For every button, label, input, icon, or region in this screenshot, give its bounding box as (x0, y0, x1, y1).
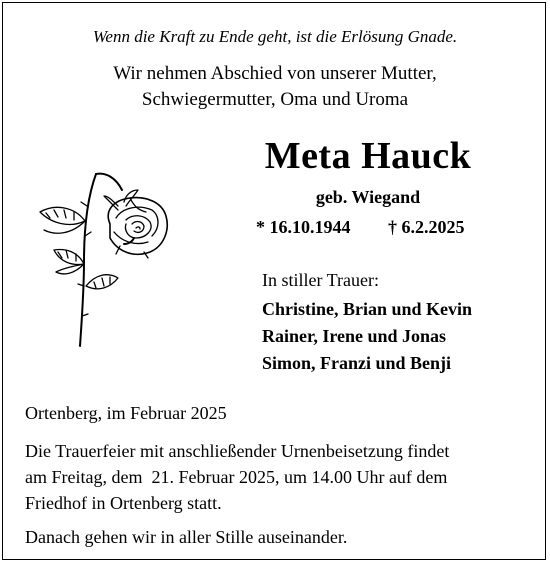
closing-text: Danach gehen wir in aller Stille auseinander. (25, 527, 348, 547)
mourner-family: Christine, Brian und Kevin (262, 299, 473, 319)
service-info (25, 438, 449, 516)
death-date: † 6.2.2025 (388, 217, 465, 237)
rose-icon (34, 166, 174, 356)
place-date: Ortenberg, im Februar 2025 (25, 403, 227, 423)
intro-line-2: Schwiegermutter, Oma und Uroma (141, 89, 409, 110)
birth-name: geb. Wiegand (315, 187, 421, 207)
mourning-intro: In stiller Trauer: (262, 270, 379, 290)
motto: Wenn die Kraft zu Ende geht, ist die Erlösung Gnade. (92, 27, 458, 46)
birth-date: * 16.10.1944 (256, 217, 351, 237)
deceased-name: Meta Hauck (264, 135, 472, 177)
service-line-2: am Freitag, dem 21. Februar 2025, um 14.00 Uhr auf dem (25, 467, 448, 487)
service-line-3: Friedhof in Ortenberg statt. (25, 493, 222, 513)
intro-line-1: Wir nehmen Abschied von unserer Mutter, (113, 63, 437, 84)
intro-text (0, 61, 550, 113)
mourner-list (262, 296, 472, 377)
service-line-1: Die Trauerfeier mit anschließender Urnenbeisetzung findet (25, 441, 450, 461)
mourner-family: Rainer, Irene und Jonas (262, 326, 447, 346)
mourner-family: Simon, Franzi und Benji (262, 353, 452, 373)
